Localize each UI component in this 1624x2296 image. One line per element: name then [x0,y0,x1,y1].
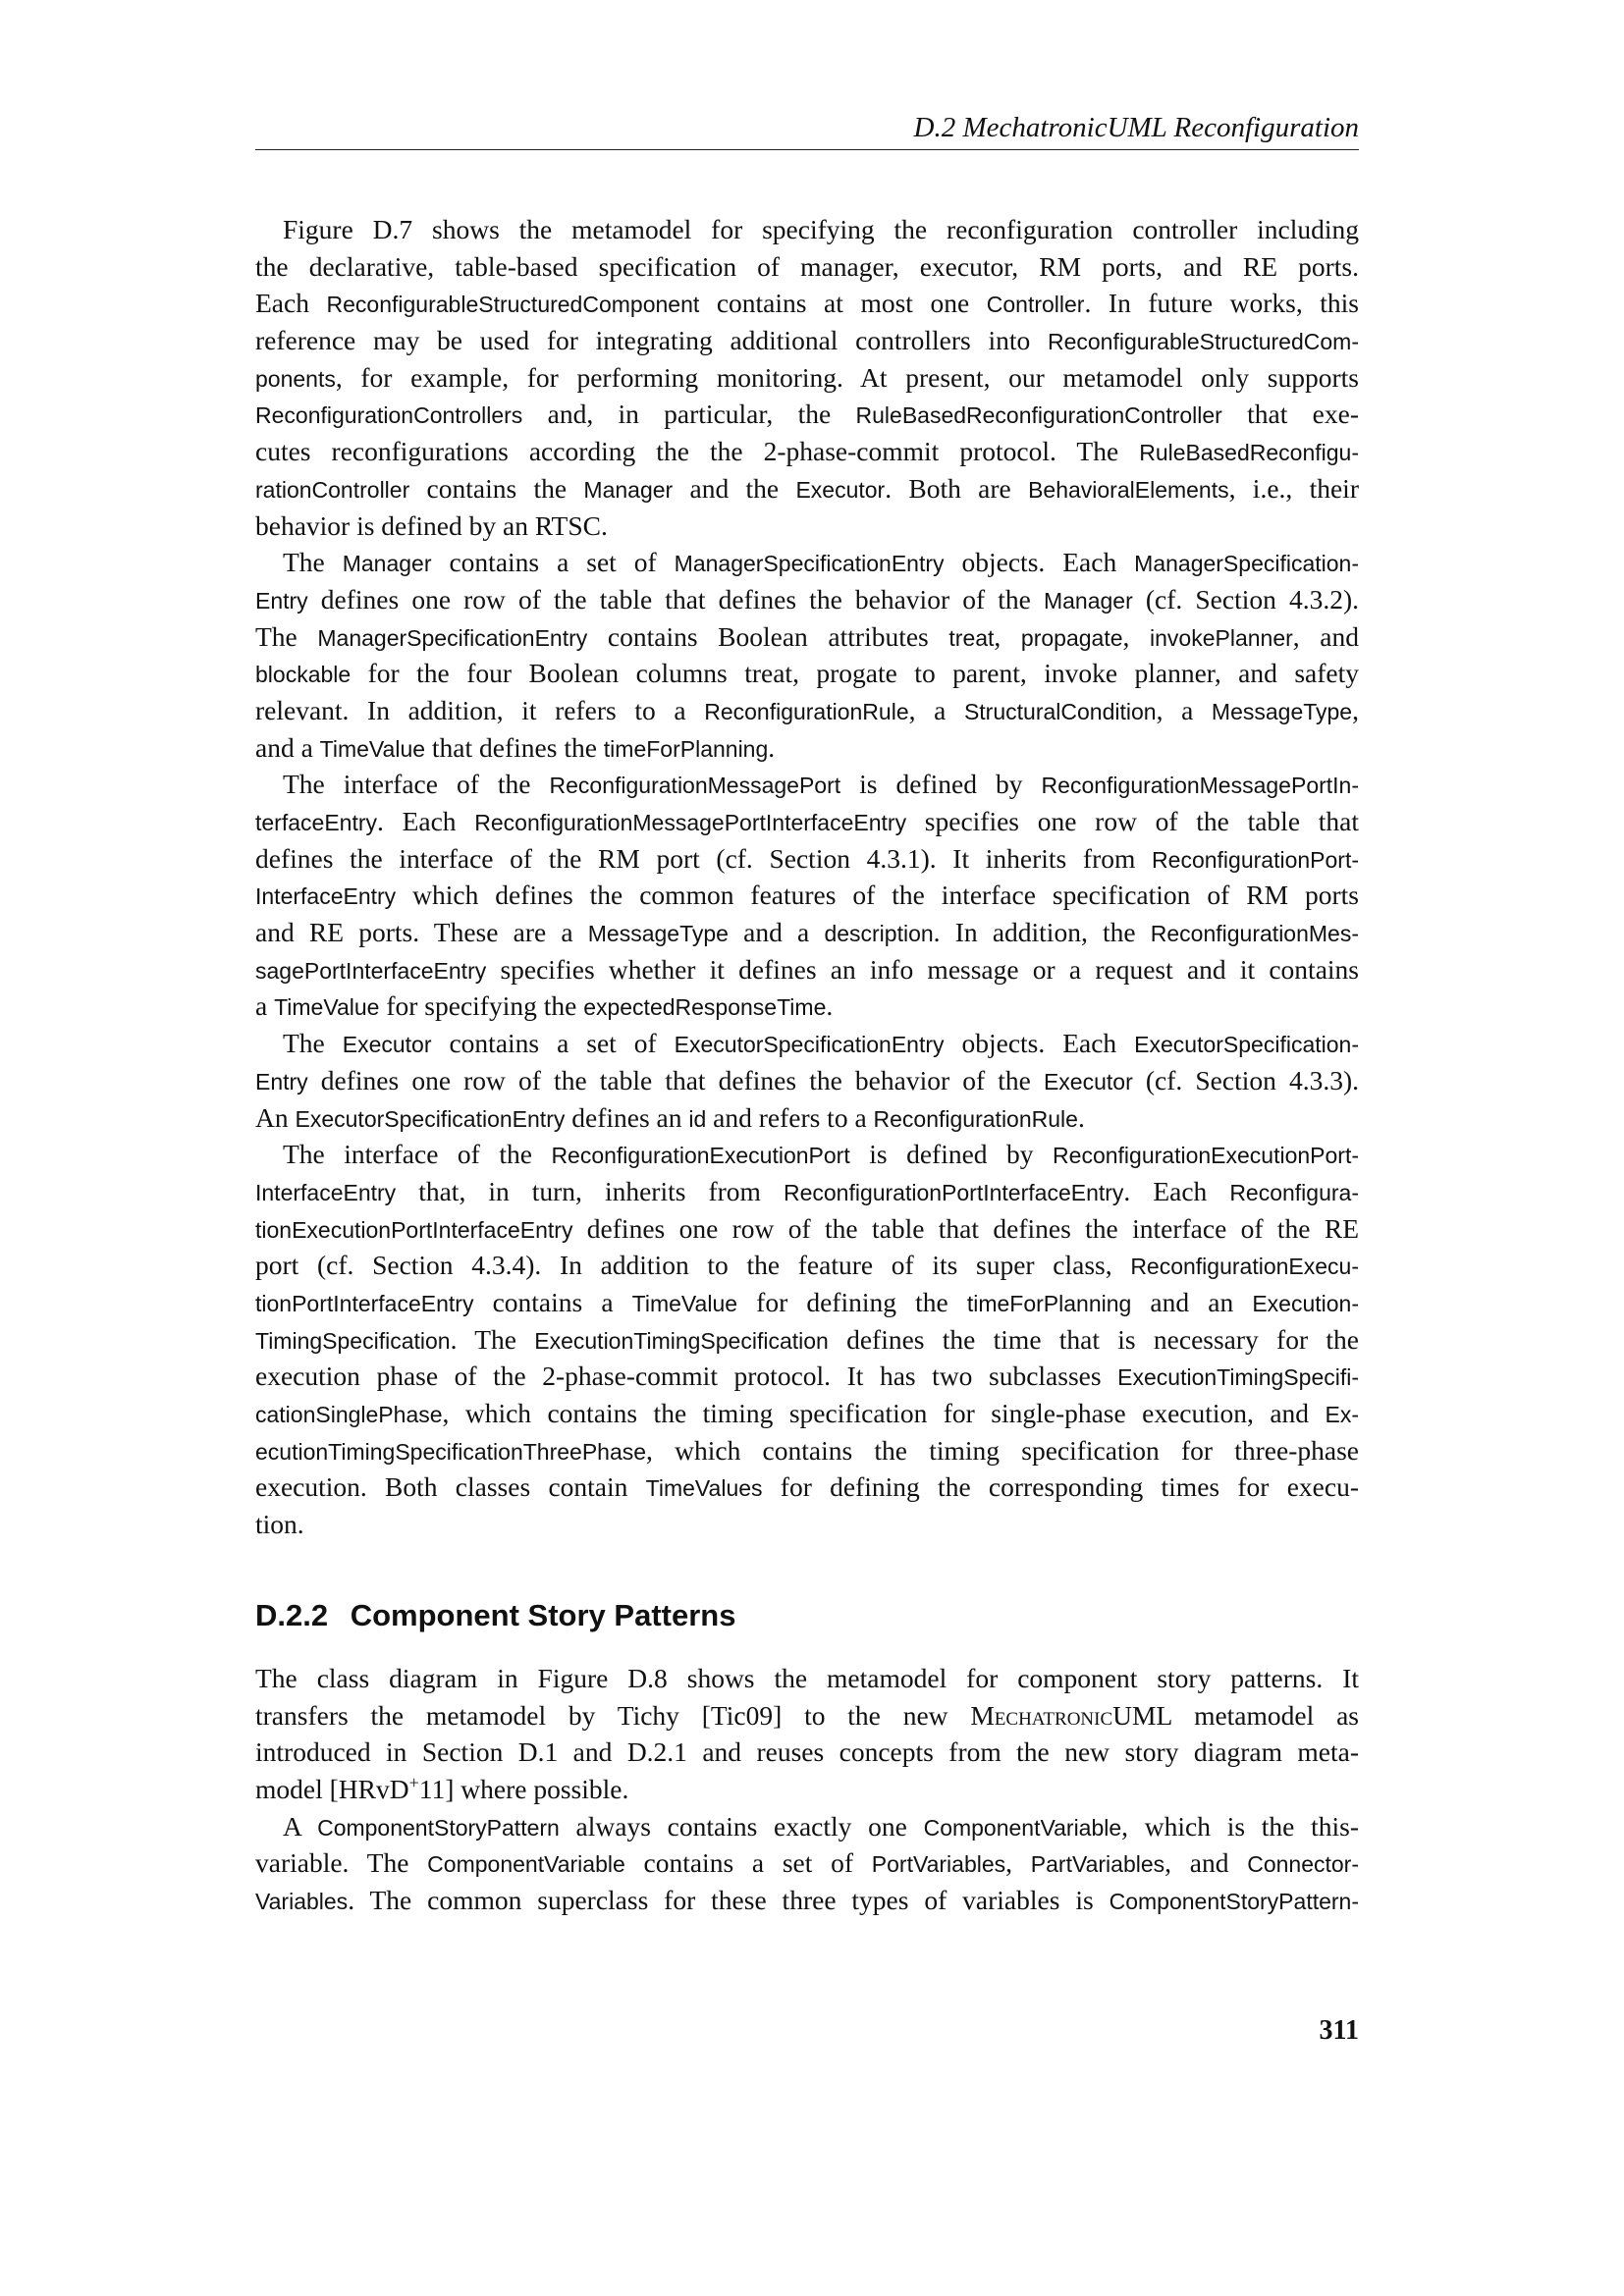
text-line [255,1882,1359,1919]
text-line [255,507,1359,545]
text-line [255,1099,1359,1137]
code-term: Variables [255,1889,349,1915]
code-term: ReconfigurationControllers [255,402,523,429]
text-run: . [768,731,776,763]
text-run: A [283,1810,318,1842]
text-run: An [255,1101,296,1133]
code-term: ExecutorSpecificationEntry [674,1032,945,1058]
code-term: ReconfigurationMessagePortInterfaceEntry [474,810,907,835]
text-run: . In future works, this [1084,288,1360,319]
text-run: and a [728,917,825,948]
code-term: terfaceEntry [255,810,377,835]
text-run: transfers the metamodel by Tichy [Tic09] to the new [255,1699,971,1731]
text-run: always contains exactly one [559,1810,924,1842]
code-term: ponents [255,365,336,392]
text-line [255,581,1359,618]
code-term: RuleBasedReconfigurationController [855,402,1222,429]
superscript: + [408,1772,419,1792]
text-run: objects. Each [944,1028,1135,1059]
body-text-section-d21 [255,211,1359,1543]
text-line [255,1321,1359,1359]
text-run: , which contains the timing specification for three-phase [646,1434,1359,1466]
code-term: ComponentVariable [427,1851,625,1878]
text-line [255,1395,1359,1432]
code-term: BehavioralElements [1028,476,1229,503]
text-run: relevant. In addition, it refers to a [255,694,705,725]
code-term: PartVariables [1030,1851,1165,1878]
text-run: The interface of the [283,769,550,800]
text-run: objects. Each [944,547,1135,578]
code-term: InterfaceEntry [255,1179,397,1205]
code-term: ManagerSpecificationEntry [674,551,945,577]
text-run: . In addition, the [933,917,1151,948]
text-run: defines one row of the table that defines the behavior of the [307,1064,1044,1095]
text-run: The [283,1028,343,1059]
text-run: (cf. Section 4.3.2). [1132,583,1359,614]
code-term: Ex- [1325,1402,1359,1427]
text-run: , [1005,1847,1031,1879]
text-run: for defining the corresponding times for execu- [762,1471,1359,1503]
text-run: , which contains the timing specification for single-phase execution, and [442,1398,1326,1428]
text-run: . The [450,1323,535,1355]
text-run: Each [255,288,327,319]
text-run: The class diagram in Figure D.8 shows the metamodel for component story patterns. It [255,1663,1359,1693]
code-term: id [688,1105,707,1132]
text-line [255,1062,1359,1099]
page-number: 311 [1319,2015,1359,2046]
text-run: and refers to a [706,1101,874,1133]
text-run: . The common superclass for these three types of variables is [348,1885,1110,1916]
text-run: that exe- [1221,399,1359,430]
text-line [255,211,1359,248]
text-line [255,1358,1359,1395]
text-run: and a [255,731,320,763]
text-line [255,1808,1359,1845]
text-run: tion. [255,1509,304,1540]
text-run: , a [1156,694,1212,725]
code-term: Entry [255,587,308,614]
text-line [255,1025,1359,1062]
code-term: ExecutionTimingSpecification [534,1327,829,1354]
code-term: sagePortInterfaceEntry [255,957,487,984]
code-term: Execution- [1252,1290,1359,1316]
text-run: (cf. Section 4.3.3). [1132,1064,1359,1095]
text-run: defines one row of the table that defines the interface of the RE [572,1212,1359,1244]
text-run: specifies one row of the table that [906,806,1359,836]
code-term: Executor [1043,1068,1133,1095]
code-term: ReconfigurationRule [704,698,909,724]
text-line [255,729,1359,767]
code-term: expectedResponseTime [583,994,827,1021]
text-run: and the [673,472,796,504]
code-term: TimingSpecification [255,1327,451,1354]
text-run: The interface of the [283,1139,552,1170]
code-term: Manager [1043,587,1133,614]
text-run: that, in turn, inherits from [396,1175,784,1206]
code-term: ManagerSpecificationEntry [317,624,588,651]
text-run: and, in particular, the [522,399,856,430]
section-number: D.2.2 [255,1598,329,1632]
code-term: MessageType [1211,698,1353,724]
code-term: ReconfigurationExecutionPort- [1053,1143,1359,1169]
text-line [255,1247,1359,1284]
code-term: ComponentVariable [923,1814,1122,1841]
text-line [255,433,1359,470]
text-line [255,840,1359,878]
text-run: introduced in Section D.1 and D.2.1 and reuses concepts from the new story diagram meta- [255,1736,1359,1768]
text-run: , i.e., their [1228,472,1359,504]
text-line [255,470,1359,507]
text-run: and an [1131,1286,1253,1317]
text-line [255,618,1359,656]
text-run: , for example, for performing monitoring. At present, our metamodel only supports [335,361,1359,393]
text-run: for defining the [737,1286,967,1317]
text-line [255,803,1359,840]
text-run: . [1077,1101,1085,1133]
code-term: Reconfigura- [1229,1179,1359,1205]
code-term: ExecutorSpecificationEntry [295,1105,566,1132]
text-line [255,914,1359,951]
code-term: ExecutionTimingSpecifi- [1117,1364,1359,1391]
code-term: PortVariables [871,1851,1006,1878]
code-term: rationController [255,476,410,503]
text-run: contains a set of [431,1028,675,1059]
code-term: TimeValue [274,994,380,1021]
text-run: . Each [377,806,475,836]
text-line [255,1432,1359,1469]
code-term: Entry [255,1068,308,1095]
text-run: UML metamodel as [1112,1699,1359,1731]
text-line [255,285,1359,322]
text-line [255,951,1359,988]
text-line [255,1844,1359,1882]
text-run: specifies whether it defines an info message or a request and it contains [486,953,1359,985]
code-term: ManagerSpecification- [1134,551,1359,577]
running-header: D.2 MechatronicUML Reconfiguration [913,112,1359,143]
text-line [255,1468,1359,1506]
text-run: for specifying the [379,990,584,1022]
code-term: propagate [1020,624,1123,651]
text-run: which defines the common features of the interface specification of RM ports [396,880,1359,911]
code-term: Manager [583,476,674,503]
text-run: contains the [409,472,584,504]
body-text-section-d22 [255,1660,1359,1919]
code-term: Executor [342,1032,432,1058]
code-term: ReconfigurationMessagePort [549,773,841,799]
text-run: contains a set of [624,1847,872,1879]
text-run: , and [1164,1847,1248,1879]
text-run: that defines the [425,731,604,763]
small-caps-term: Mechatronic [970,1699,1113,1731]
text-line [255,1173,1359,1210]
code-term: MessageType [587,921,729,947]
code-term: ReconfigurationPortInterfaceEntry [783,1179,1124,1205]
text-line [255,248,1359,286]
text-run: and RE ports. These are a [255,917,588,948]
code-term: ReconfigurableStructuredCom- [1047,329,1359,355]
code-term: RuleBasedReconfigu- [1139,440,1359,466]
code-term: tionExecutionPortInterfaceEntry [255,1216,573,1243]
code-term: ReconfigurationExecutionPort [551,1143,850,1169]
text-run: port (cf. Section 4.3.4). In addition to the feature of its super class, [255,1250,1131,1281]
code-term: ReconfigurationExecu- [1130,1254,1359,1280]
text-run: is defined by [840,769,1042,800]
text-run: defines the interface of the RM port (cf. Section 4.3.1). It inherits from [255,842,1153,874]
text-run: execution. Both classes contain [255,1471,646,1503]
code-term: blockable [255,662,352,688]
code-term: ComponentStoryPattern- [1109,1889,1359,1915]
text-run: behavior is defined by an RTSC. [255,509,608,541]
text-run: . [826,990,834,1022]
code-term: ReconfigurationMes- [1150,921,1359,947]
text-run: . Each [1123,1175,1230,1206]
text-line [255,1771,1359,1808]
section-heading [255,1598,735,1633]
code-term: ReconfigurationRule [873,1105,1078,1132]
text-line [255,1734,1359,1771]
text-run: , [1352,694,1359,725]
text-run: The [255,620,318,652]
code-term: Executor [795,476,886,503]
text-run: the declarative, table-based specification of manager, executor, RM ports, and RE ports. [255,250,1359,282]
text-line [255,988,1359,1025]
code-term: TimeValue [319,735,426,762]
code-term: TimeValues [645,1475,763,1502]
text-run: defines one row of the table that defines the behavior of the [307,583,1044,614]
text-line [255,1136,1359,1173]
text-run: model [HRvD [255,1774,409,1805]
text-run: , [1122,620,1151,652]
header-rule [255,149,1359,150]
text-line [255,1697,1359,1735]
text-run: reference may be used for integrating additional controllers into [255,325,1048,356]
text-run: contains a set of [431,547,675,578]
text-line [255,692,1359,729]
code-term: treat [948,624,995,651]
section-title: Component Story Patterns [350,1598,736,1632]
code-term: Controller [986,292,1085,318]
text-run: Figure D.7 shows the metamodel for specifying the reconfiguration controller including [283,214,1359,244]
text-run: contains at most one [699,288,987,319]
code-term: timeForPlanning [966,1290,1132,1316]
code-term: ExecutorSpecification- [1134,1032,1359,1058]
code-term: timeForPlanning [603,735,769,762]
text-run: , which is the this- [1121,1810,1359,1842]
text-run: . Both are [885,472,1029,504]
code-term: invokePlanner [1150,624,1293,651]
text-line [255,766,1359,803]
text-run: 11] where possible. [418,1774,629,1805]
text-run: defines the time that is necessary for the [828,1323,1359,1355]
text-line [255,1284,1359,1321]
text-run: is defined by [849,1139,1054,1170]
text-line [255,396,1359,433]
text-line [255,877,1359,914]
text-run: , a [908,694,964,725]
text-run: , and [1292,620,1359,652]
text-line [255,322,1359,359]
code-term: InterfaceEntry [255,883,397,910]
code-term: ReconfigurationPort- [1152,846,1359,873]
text-line [255,1210,1359,1248]
text-line [255,655,1359,692]
text-line [255,544,1359,581]
code-term: description [824,921,934,947]
text-line [255,1506,1359,1543]
text-run: cutes reconfigurations according the the 2-phase-commit protocol. The [255,436,1140,467]
code-term: ReconfigurationMessagePortIn- [1041,773,1359,799]
text-run: contains Boolean attributes [587,620,949,652]
text-run: a [255,990,275,1022]
text-run: for the four Boolean columns treat, progate to parent, invoke planner, and safety [351,658,1359,689]
text-run: execution phase of the 2-phase-commit protocol. It has two subclasses [255,1361,1118,1392]
text-run: defines an [565,1101,689,1133]
code-term: cationSinglePhase [255,1402,443,1427]
code-term: Manager [342,551,432,577]
text-run: contains a [473,1286,632,1317]
code-term: ComponentStoryPattern [317,1814,560,1841]
text-line [255,1660,1359,1697]
code-term: Connector- [1247,1851,1359,1878]
text-line [255,359,1359,397]
text-run: variable. The [255,1847,428,1879]
code-term: ReconfigurableStructuredComponent [326,292,700,318]
code-term: ecutionTimingSpecificationThreePhase [255,1438,647,1465]
text-run: The [283,547,343,578]
text-run: , [994,620,1021,652]
code-term: StructuralCondition [963,698,1157,724]
code-term: tionPortInterfaceEntry [255,1290,474,1316]
code-term: TimeValue [631,1290,738,1316]
